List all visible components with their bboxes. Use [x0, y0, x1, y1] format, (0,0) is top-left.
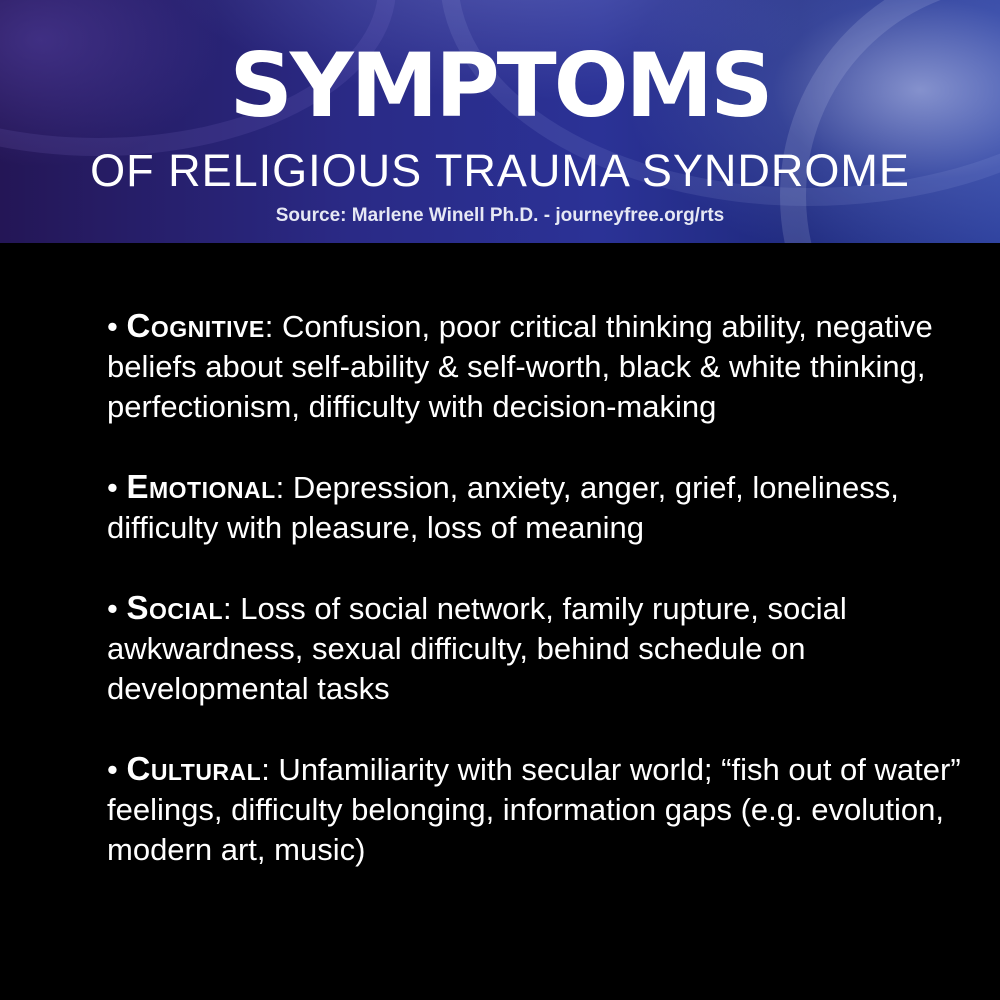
page-title: SYMPTOMS — [229, 34, 771, 137]
symptom-heading: Emotional — [126, 468, 276, 505]
symptom-item-cognitive — [107, 306, 967, 427]
symptom-list — [107, 306, 967, 910]
source-credit: Source: Marlene Winell Ph.D. - journeyfree.org/rts — [275, 205, 725, 226]
bullet: • — [107, 309, 118, 344]
bullet: • — [107, 752, 118, 787]
symptom-text: : Unfamiliarity with secular world; “fish out of water” feelings, difficulty belonging, information gaps (e.g. evolution, modern art, music) — [107, 752, 961, 867]
bullet: • — [107, 470, 118, 505]
bullet: • — [107, 591, 118, 626]
page-subtitle: OF RELIGIOUS TRAUMA SYNDROME — [90, 145, 910, 196]
header-banner — [0, 0, 1000, 243]
symptom-heading: Cultural — [126, 750, 262, 787]
symptom-text: : Confusion, poor critical thinking ability, negative beliefs about self-ability & self-worth, black & white thinking, perfectionism, difficulty with decision-making — [107, 309, 933, 424]
symptom-item-emotional — [107, 467, 967, 548]
symptom-text: : Loss of social network, family rupture, social awkwardness, sexual difficulty, behind schedule on developmental tasks — [107, 591, 847, 706]
symptom-heading: Social — [126, 589, 224, 626]
symptom-item-cultural — [107, 749, 967, 870]
symptom-heading: Cognitive — [126, 307, 265, 344]
symptom-text: : Depression, anxiety, anger, grief, loneliness, difficulty with pleasure, loss of meaning — [107, 470, 899, 545]
symptom-item-social — [107, 588, 967, 709]
